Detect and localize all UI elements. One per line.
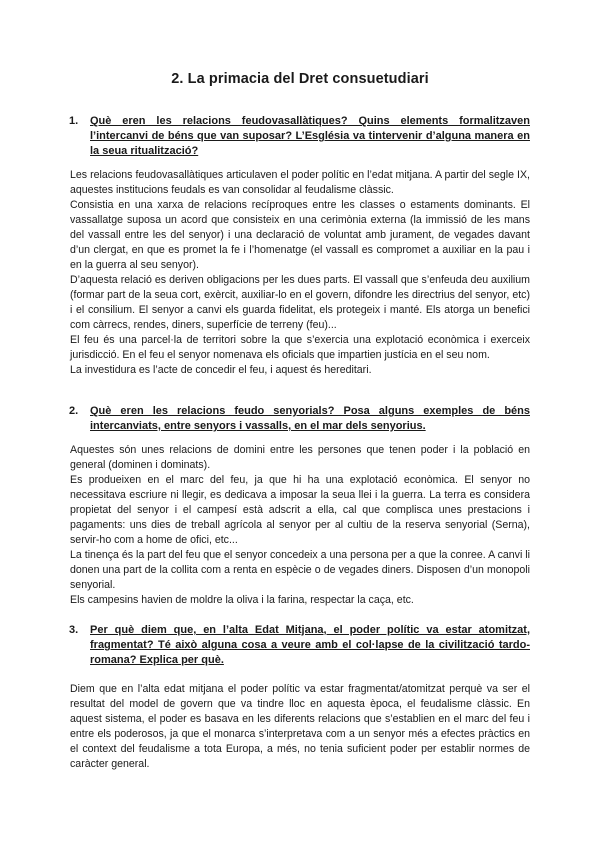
answer-paragraph: Diem que en l’alta edat mitjana el poder polític va estar fragmentat/atomitzat perquè va ser el resultat del model de govern que va tindre lloc en aquesta època, el feudalisme clàssic. En aquest sistema, el poder es basava en les diferents relacions que s’establien en el marc del feu i entre els poderosos, ja que el monarca s’interpretava com a un senyor més a efectes pràctics en el context del feudalisme a tota Europa, a més, no tenia suficient poder per establir normes de caràcter general. (70, 683, 530, 770)
question-1 (69, 114, 530, 159)
question-3 (69, 623, 530, 668)
question-text: Què eren les relacions feudovasallàtiques? Quins elements formalitzaven l’intercanvi de béns que van suposar? L’Església va tintervenir d’alguna manera en la seua ritualització? (90, 115, 530, 157)
question-number: 2. (69, 405, 79, 417)
question-text: Què eren les relacions feudo senyorials? Posa alguns exemples de béns intercanviats, entre senyors i vassalls, en el mar dels senyorius. (90, 405, 530, 432)
answer-paragraph: Les relacions feudovasallàtiques articulaven el poder polític en l’edat mitjana. A partir del segle IX, aquestes institucions feudals es van consolidar al feudalisme clàssic. (70, 169, 530, 196)
answer-2 (70, 443, 530, 608)
question-number: 1. (69, 115, 79, 127)
page-title: 2. La primacia del Dret consuetudiari (171, 71, 429, 87)
question-number: 3. (69, 624, 79, 636)
answer-paragraph: La investidura es l’acte de concedir el feu, i aquest és hereditari. (70, 364, 372, 376)
answer-paragraph: Es produeixen en el marc del feu, ja que hi ha una explotació econòmica. El senyor no necessitava escriure ni llegir, es dedicava a imposar la seua llei i la guerra. La terra es considera propietat del senyor i el campesí està adscrit a ella, cal que complisca unes prestacions i pagaments: uns dies de treball agrícola al senyor per al cultiu de la reserva senyorial (Serna), servir-ho com a home de ofici, etc... (70, 474, 530, 546)
answer-paragraph: La tinença és la part del feu que el senyor concedeix a una persona per a que la conree. A canvi li donen una part de la collita com a renta en espècie o de vegades diners. Disposen d’un monopoli senyorial. (70, 549, 530, 591)
answer-1 (70, 168, 530, 378)
answer-paragraph: Aquestes són unes relacions de domini entre les persones que tenen poder i la població en general (dominen i dominats). (70, 444, 530, 471)
answer-3 (70, 682, 530, 772)
answer-paragraph: Consistia en una xarxa de relacions recíproques entre les classes o estaments dominants. El vassallatge suposa un acord que consisteix en una cerimònia externa (la immissió de les mans del vassall entre les del senyor) i una declaració de voluntat amb jurament, de vegades davant d’un clergat, en que es promet la fe i l’homenatge (el vassall es compromet a auxiliar en la pau i en la guerra al seu senyor). (70, 199, 530, 271)
answer-paragraph: El feu és una parcel·la de territori sobre la que s’exercia una explotació econòmica i exerceix jurisdicció. En el feu el senyor nomenava els oficials que impartien justícia en el seu nom. (70, 334, 530, 361)
question-2 (69, 404, 530, 434)
question-text: Per què diem que, en l’alta Edat Mitjana, el poder polític va estar atomitzat, fragmentat? Té això alguna cosa a veure amb el col·lapse de la civilització tardo-romana? Explica per què. (90, 624, 530, 666)
answer-paragraph: Els campesins havien de moldre la oliva i la farina, respectar la caça, etc. (70, 594, 414, 606)
answer-paragraph: D’aquesta relació es deriven obligacions per les dues parts. El vassall que s’enfeuda deu auxilium (formar part de la seua cort, exèrcit, auxiliar-lo en el govern, difondre les directrius del senyor, etc) i el consilium. El senyor a canvi els guarda fidelitat, els protegeix i manté. Els atorga un benefici com càrrecs, rendes, diners, superfície de terreny (feu)... (70, 274, 530, 331)
